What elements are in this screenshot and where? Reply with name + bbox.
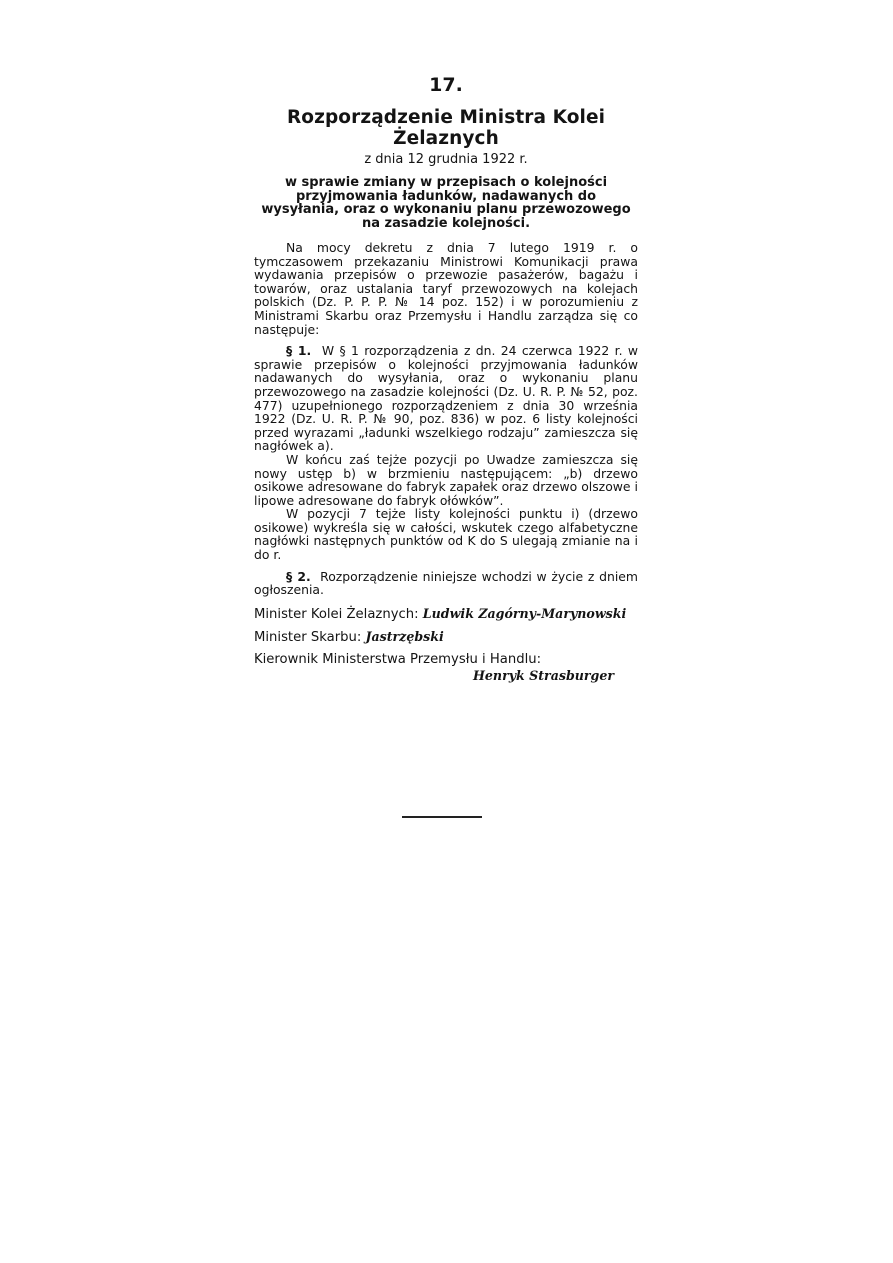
section-1-paragraph bbox=[254, 344, 638, 453]
signature-industry-role: Kierownik Ministerstwa Przemysłu i Handlu: bbox=[254, 651, 542, 667]
signature-rail-role: Minister Kolei Żelaznych: bbox=[254, 606, 419, 622]
section-2-label: § 2. bbox=[286, 568, 311, 584]
document-page bbox=[254, 74, 638, 691]
section-1-label: § 1. bbox=[286, 343, 312, 359]
signature-rail-name: Ludwik Zagórny-Marynowski bbox=[422, 605, 627, 621]
document-title: Rozporządzenie Ministra Kolei Żelaznych bbox=[286, 107, 606, 149]
closing-rule bbox=[402, 816, 482, 818]
section-2-paragraph bbox=[254, 570, 638, 597]
signature-treasury-minister bbox=[254, 629, 638, 646]
document-number: 17. bbox=[429, 74, 463, 96]
document-date: z dnia 12 grudnia 1922 r. bbox=[364, 152, 528, 167]
document-subject: w sprawie zmiany w przepisach o kolejności przyjmowania ładunków, nadawanych do wysyłania, oraz o wykonaniu planu przewozowego na zasadzie kolejności. bbox=[261, 175, 631, 231]
section-1-paragraph-3: W pozycji 7 tejże listy kolejności punktu i) (drzewo osikowe) wykreśla się w całości, wskutek czego alfabetyczne nagłówki następnych punktów od K do S ulegają zmianie na i do r. bbox=[254, 506, 638, 563]
preamble-paragraph: Na mocy dekretu z dnia 7 lutego 1919 r. o tymczasowem przekazaniu Ministrowi Komunikacji prawa wydawania przepisów o przewozie pasażerów, bagażu i towarów, oraz ustalania taryf przewozowych na kolejach polskich (Dz. P. P. P. № 14 poz. 152) i w porozumieniu z Ministrami Skarbu oraz Przemysłu i Handlu zarządza się co następuje: bbox=[254, 240, 638, 337]
section-1-paragraph-2: W końcu zaś tejże pozycji po Uwadze zamieszcza się nowy ustęp b) w brzmieniu następującem: „b) drzewo osikowe adresowane do fabryk zapałek oraz drzewo olszowe i lipowe adresowane do fabryk ołówków”. bbox=[254, 451, 638, 508]
signature-industry-name-line bbox=[254, 668, 638, 685]
section-2-text: Rozporządzenie niniejsze wchodzi w życie z dniem ogłoszenia. bbox=[254, 568, 638, 598]
signature-industry-name: Henryk Strasburger bbox=[473, 667, 614, 683]
signature-treasury-name: Jastrzębski bbox=[365, 628, 444, 644]
signature-treasury-role: Minister Skarbu: bbox=[254, 629, 362, 645]
signature-rail-minister bbox=[254, 606, 638, 623]
section-1-text: W § 1 rozporządzenia z dn. 24 czerwca 1922 r. w sprawie przepisów o kolejności przyjmowania ładunków nadawanych do wysyłania, oraz o wykonaniu planu przewozowego na zasadzie kolejności (Dz. U. R. P. № 52, poz. 477) uzupełnionego rozporządzeniem z dnia 30 września 1922 (Dz. U. R. P. № 90, poz. 836) w poz. 6 listy kolejności przed wyrazami „ładunki wszelkiego rodzaju” zamieszcza się nagłówek a). bbox=[254, 343, 638, 454]
